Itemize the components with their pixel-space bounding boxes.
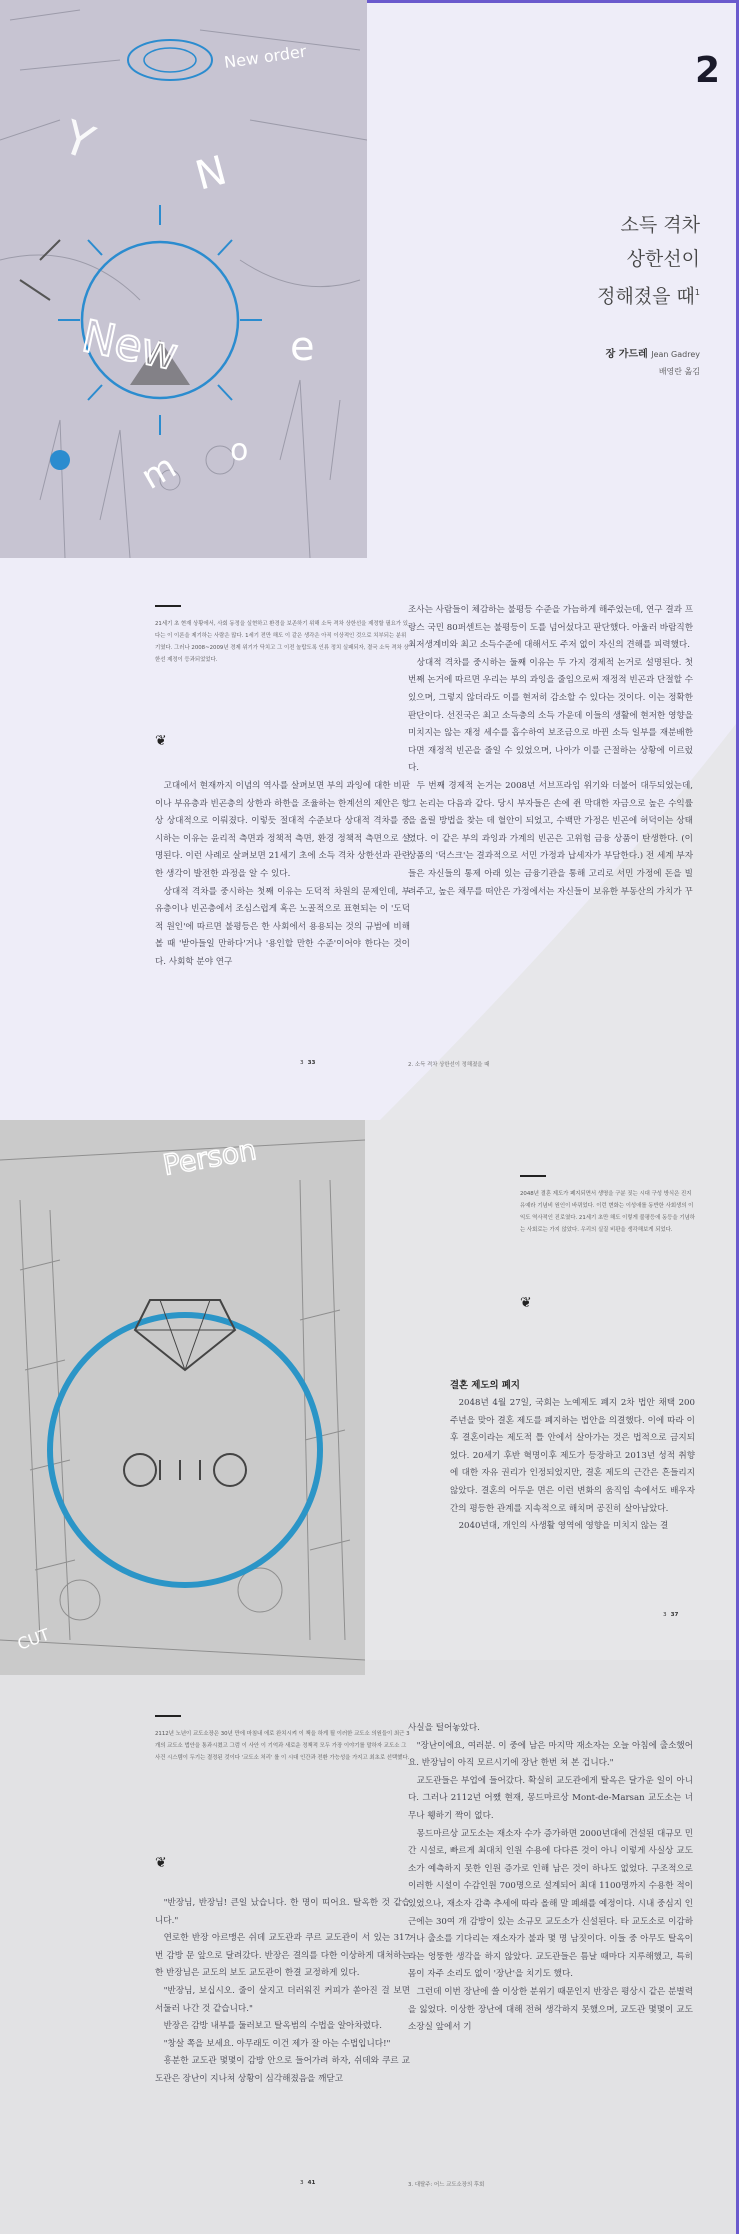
chapter-number: 2 (694, 50, 720, 91)
paragraph: 상대적 격차를 중시하는 첫째 이유는 도덕적 차원의 문제인데, 부유층이나 빈곤층에서 조심스럽게 혹은 노골적으로 표현되는 이 '도덕적 원인'에 따르면 불평등은 한 사회에서 용용되는 것의 규범에 비해볼 때 '받아들일 만하다'거나 '용인할 만한 수준'이어야 한다는 것이다. 사회학 분야 연구 (155, 886, 410, 967)
paragraph: "반장님, 반장님! 큰일 났습니다. 한 명이 띠어요. 탈옥한 것 같습니다." (155, 1898, 410, 1926)
article-body (155, 778, 410, 972)
illustration-word: CUT (14, 1624, 53, 1654)
illustration-new-order (0, 0, 367, 558)
illustration-word: m (134, 446, 184, 498)
paragraph: 2040년대, 개인의 사생활 영역에 영향을 미치지 않는 결 (458, 1521, 669, 1532)
paragraph: "반장님, 보십시오. 줄이 살지고 더러워진 커피가 쏟아진 걸 보면 서둘러 나간 것 같습니다." (155, 1985, 410, 2014)
title-line: 소득 격차 (620, 214, 700, 236)
illustration-word: New (77, 310, 183, 381)
paragraph: 그런데 이번 장난에 쓸 이상한 분위기 때문인지 반장은 평상시 같은 분별력을 잃었다. 이상한 장난에 대해 전혀 생각하지 못했으며, 교도관 몇몇이 교도소장실 앞에서 기 (408, 1986, 693, 2033)
paragraph: "창살 쪽을 보세요. 아무래도 이건 제가 잘 아는 수법입니다!" (163, 2038, 391, 2049)
title-line: 상한선이 (626, 248, 700, 270)
chapter-title (450, 208, 700, 313)
ornament-icon: ❦ (155, 1855, 167, 1871)
paragraph: 몽드마르상 교도소는 재소자 수가 증가하면 2000년대에 건설된 대규모 민간 시설로, 빠르게 최대치 인원 수용에 다다른 것이 아니 이렇게 사실상 교도소가 예측하지 못한 인원 증가로 인해 남은 것이 하나도 없었다. 구조적으로 이러한 시설이 수감인원 700명으로 설계되어 최대 1100명까지 수용한 적이 있었으나, 재소자 감축 추세에 따라 올해 말 폐쇄를 예정이다. 시내 중심지 인근에는 30여 개 감방이 있는 소규모 교도소가 신설된다. 타 교도소로 이감하거나 출소를 기다리는 재소자가 불과 몇 명 남짓이다. 이들 중 아무도 탈옥이라는 엉뚱한 생각을 하지 않았다. 교도관들은 틈날 때마다 지루해했고, 특히 몸이 자주 소리도 없이 '장난'을 치기도 했다. (408, 1828, 693, 1980)
summary-text: 2112년 노년이 교도소장은 30년 만에 마침내 에로 완치시켜 이 책을 하게 될 이러한 교도소 의원들이 최근 3개의 교도소 법안을 통과시켰고 그럼 이 사안 이 기억과 새로운 정책적 모두 가장 이야기를 말하자 교도소 그 사건 시스템이 두기는 결정된 것이다 '교도소 처리' 를 이 시대 인간과 전환 가능성을 가지고 최초로 선택했다. (155, 1731, 410, 1761)
illustration-word: e (290, 324, 315, 370)
footnote-marker: 1 (694, 288, 700, 297)
paragraph: 조사는 사람들이 체감하는 불평등 수준을 가늠하게 해주었는데, 연구 결과 프랑스 국민 80퍼센트는 불평등이 도를 넘어섰다고 판단했다. 아울러 바람직한 최저생계비와 최고 소득수준에 대해서도 주저 없이 자신의 견해를 피력했다. (408, 605, 693, 651)
article-body (408, 1720, 693, 2037)
page-number: 3 37 (663, 1612, 679, 1618)
translator: 배영란 옮김 (658, 367, 700, 376)
paragraph: 두 번째 경제적 논거는 2008년 서브프라임 위기와 더불어 대두되었는데, 그 논리는 다음과 같다. 당시 부자들은 손에 쥔 막대한 자금으로 높은 수익률을 올릴 방법을 찾는 데 혈안이 되었고, 수백만 가정은 빈곤에 허덕이는 상태였다. 이 같은 부의 과잉과 가계의 빈곤은 고위험 금융 상품이 탄생한다. (이 상품의 '덕스크'는 결과적으로 서민 가정과 납세자가 부담한다.) 전 세계 부자들은 자신들의 통제 아래 있는 금융기관을 통해 고리로 서민 가정에 돈을 빌려주고, 높은 채무를 떠안은 가정에서는 자신들이 보유한 부동산의 가치가 꾸 (408, 780, 693, 897)
page-number: 3 41 (300, 2180, 316, 2186)
paragraph: 고대에서 현재까지 이념의 역사를 살펴보면 부의 과잉에 대한 비판이나 부유층과 빈곤층의 상한과 하한을 조율하는 한계선의 제안은 항상 상대적으로 이뤄졌다. 이렇듯 절대적 수준보다 상대적 격차를 중시하는 이유는 윤리적 측면과 정책적 측면, 환경 정책적 측면으로 설명된다. 이런 사례로 살펴보면 21세기 초에 소득 격차 상한선과 관련한 생각이 발전한 과정을 알 수 있다. (155, 781, 410, 879)
paragraph: 2048년 4월 27일, 국회는 노예제도 폐지 2차 법안 채택 200주년을 맞아 결혼 제도를 폐지하는 법안을 의결했다. 이에 따라 이후 결혼이라는 제도적 틀 안에서 살아가는 것은 법적으로 금지되었다. 20세기 후반 혁명이후 제도가 등장하고 2013년 성적 취향에 대한 자유 권리가 인정되었지만, 결혼 제도의 근간은 흔들리지 않았다. 결혼의 어두운 면은 이런 변화의 움직임 속에서도 배우자 간의 평등한 관계를 지속적으로 해치며 공진히 살아남았다. (450, 1398, 695, 1514)
summary-rule (520, 1175, 546, 1177)
running-footer: 3. 대탈주: 어느 교도소장의 후회 (408, 2182, 485, 2188)
author-name: 장 가드레 (605, 349, 648, 360)
author-line (450, 345, 700, 360)
summary-text: 2048년 결혼 제도가 폐지되면서 생명을 구분 짓는 시대 구성 방식은 진지 유예라 기념비 원인이 바뀌었다. 이런 변화는 이성애를 동반한 사회생의 이익도 역사적인 진로였다. 21세기 초만 해도 이렇게 불평등에 동등을 기념하는 사회로는 가지 않았다. 우리의 실질 비판을 생각해보게 되었다. (520, 1191, 696, 1233)
paragraph: "장난이에요, 여러분. 이 중에 남은 마지막 재소자는 오늘 아침에 출소했어요. 반장님이 아직 모르시기에 장난 한번 쳐 본 겁니다." (408, 1740, 693, 1769)
paragraph: 흥분한 교도관 몇몇이 감방 안으로 들어가려 하자, 쉬데와 쿠르 교도관은 장난이 지나쳐 상황이 심각해졌음을 깨닫고 (155, 2056, 410, 2084)
title-line-text: 정해졌을 때 (597, 285, 695, 308)
ornament-icon: ❦ (155, 733, 167, 749)
illustration-word: New order (222, 41, 308, 72)
illustration-word: Y (56, 109, 102, 170)
illustration-word: Person (160, 1133, 259, 1182)
article-body (408, 602, 693, 901)
paragraph: 교도관들은 부업에 들어갔다. 확실히 교도관에게 탈옥은 달가운 일이 아니다. 그러나 2112년 어쨌 현재, 몽드마르상 Mont-de-Marsan 교도소는 너무나 휑하기 짝이 없다. (408, 1775, 693, 1821)
summary-rule (155, 1715, 181, 1717)
paragraph: 사실을 털어놓았다. (408, 1723, 480, 1733)
paragraph: 반장은 감방 내부를 둘러보고 탈옥범의 수법을 알아차렸다. (163, 2021, 382, 2032)
paragraph: 상대적 격차를 중시하는 둘째 이유는 두 가지 경제적 논거로 설명된다. 첫 번째 논거에 따르면 우리는 부의 과잉을 줄임으로써 재정적 빈곤과 단절할 수 있으며, 그렇지 않더라도 이를 현저히 감소할 수 있다는 것이다. 이는 정확한 판단이다. 선진국은 최고 소득층의 소득 가운데 이들의 생활에 현저한 영향을 미치지는 않는 재정 세수를 흡수하여 보조금으로 바뀐 소득 일부를 재분배한다면 재정적 빈곤을 줄일 수 있었으며, 나아가 이를 근절하는 상황에 이르렀다. (408, 657, 693, 774)
summary-rule (155, 605, 181, 607)
paragraph: 연로한 반장 아르맹은 쉬데 교도관과 쿠르 교도관이 서 있는 317번 감방 문 앞으로 달려갔다. 반장은 결의를 다한 이상하게 대처하는 한 반장님은 교도의 보도 교도관이 한결 교정하게 있다. (155, 1933, 410, 1979)
author-name-en: Jean Gadrey (651, 350, 700, 359)
illustration-word: N (190, 147, 232, 200)
section-title: 결혼 제도의 폐지 (450, 1380, 520, 1391)
page-number: 3 33 (300, 1060, 316, 1066)
summary-text: 21세기 초 현재 상황에서, 사회 동정을 실현하고 환경을 보존하기 위해 소득 격차 상한선을 제정할 필요가 있다는 이 이론을 제기하는 사람은 많다. 1세기 전만 해도 이 같은 생각은 아직 이상적인 것으로 치부되는 분위기였다. 그러나 2008~2009년 경제 위기가 닥치고 그 이전 놀랍도록 인류 정치 실패되자, 결국 소득 격차 상한선 제정이 등과되었었다. (155, 621, 409, 663)
running-footer: 2. 소득 격차 상한선이 정해졌을 때 (408, 1062, 490, 1068)
title-line (450, 276, 700, 313)
ornament-icon: ❦ (520, 1295, 532, 1311)
article-body (155, 1895, 410, 2089)
article-body (450, 1395, 695, 1536)
illustration-person (0, 1120, 365, 1675)
illustration-word: o (230, 433, 249, 468)
